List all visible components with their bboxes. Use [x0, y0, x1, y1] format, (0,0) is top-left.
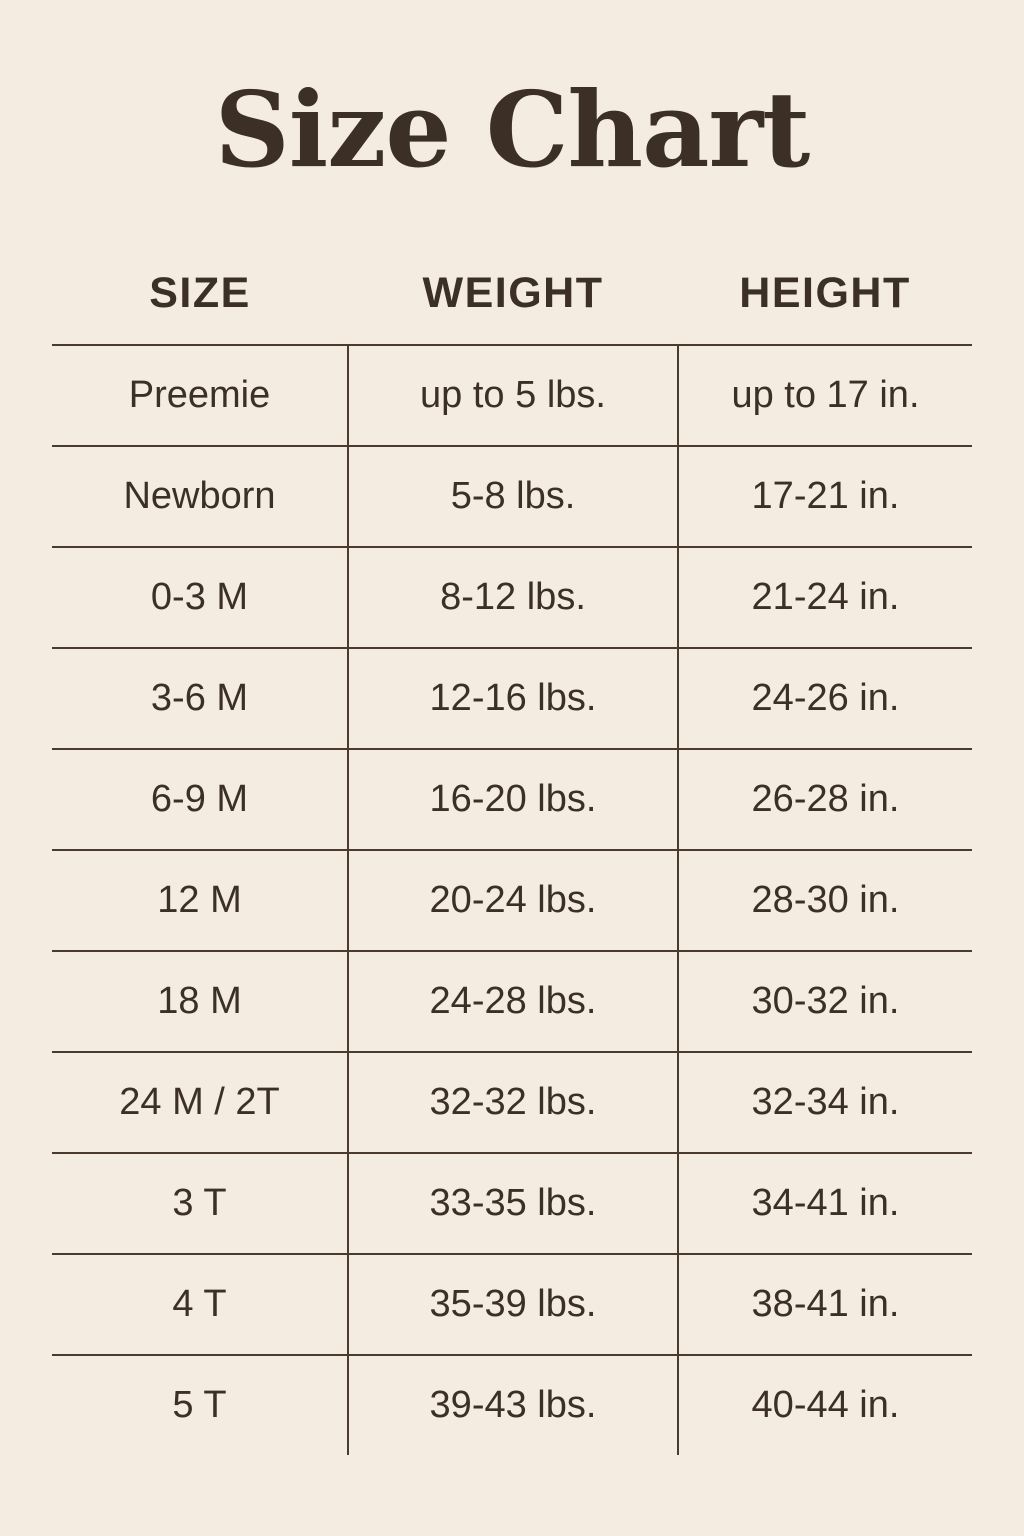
cell-size: Preemie	[52, 345, 348, 446]
page-title: Size Chart	[214, 68, 810, 191]
table-row	[52, 1254, 972, 1355]
cell-size: 0-3 M	[52, 547, 348, 648]
cell-weight: 24-28 lbs.	[348, 951, 678, 1052]
table-row	[52, 1355, 972, 1455]
table-row	[52, 1153, 972, 1254]
cell-weight: 39-43 lbs.	[348, 1355, 678, 1455]
cell-size: 18 M	[52, 951, 348, 1052]
cell-weight: 32-32 lbs.	[348, 1052, 678, 1153]
column-header-weight: WEIGHT	[422, 269, 604, 317]
size-chart-table	[52, 268, 972, 1455]
cell-height: 38-41 in.	[678, 1254, 972, 1355]
cell-height: 17-21 in.	[678, 446, 972, 547]
cell-height: 40-44 in.	[678, 1355, 972, 1455]
cell-height: 28-30 in.	[678, 850, 972, 951]
cell-weight: up to 5 lbs.	[348, 345, 678, 446]
cell-weight: 16-20 lbs.	[348, 749, 678, 850]
table-row	[52, 749, 972, 850]
cell-weight: 33-35 lbs.	[348, 1153, 678, 1254]
cell-size: 24 M / 2T	[52, 1052, 348, 1153]
table-row	[52, 1052, 972, 1153]
cell-weight: 12-16 lbs.	[348, 648, 678, 749]
cell-height: 32-34 in.	[678, 1052, 972, 1153]
cell-height: 24-26 in.	[678, 648, 972, 749]
cell-height: 30-32 in.	[678, 951, 972, 1052]
table-row	[52, 648, 972, 749]
cell-height: 34-41 in.	[678, 1153, 972, 1254]
cell-height: up to 17 in.	[678, 345, 972, 446]
cell-weight: 35-39 lbs.	[348, 1254, 678, 1355]
table-row	[52, 345, 972, 446]
cell-size: Newborn	[52, 446, 348, 547]
size-chart-table-container	[0, 268, 1024, 1455]
table-row	[52, 850, 972, 951]
table-row	[52, 547, 972, 648]
cell-weight: 8-12 lbs.	[348, 547, 678, 648]
cell-size: 5 T	[52, 1355, 348, 1455]
cell-size: 3 T	[52, 1153, 348, 1254]
cell-height: 21-24 in.	[678, 547, 972, 648]
table-header-row	[52, 268, 972, 345]
cell-size: 3-6 M	[52, 648, 348, 749]
cell-weight: 5-8 lbs.	[348, 446, 678, 547]
cell-size: 6-9 M	[52, 749, 348, 850]
cell-size: 4 T	[52, 1254, 348, 1355]
table-body	[52, 345, 972, 1455]
table-row	[52, 951, 972, 1052]
column-header-size: SIZE	[149, 269, 251, 317]
cell-size: 12 M	[52, 850, 348, 951]
cell-weight: 20-24 lbs.	[348, 850, 678, 951]
column-header-height: HEIGHT	[739, 269, 911, 317]
table-row	[52, 446, 972, 547]
table-header	[52, 268, 972, 345]
cell-height: 26-28 in.	[678, 749, 972, 850]
